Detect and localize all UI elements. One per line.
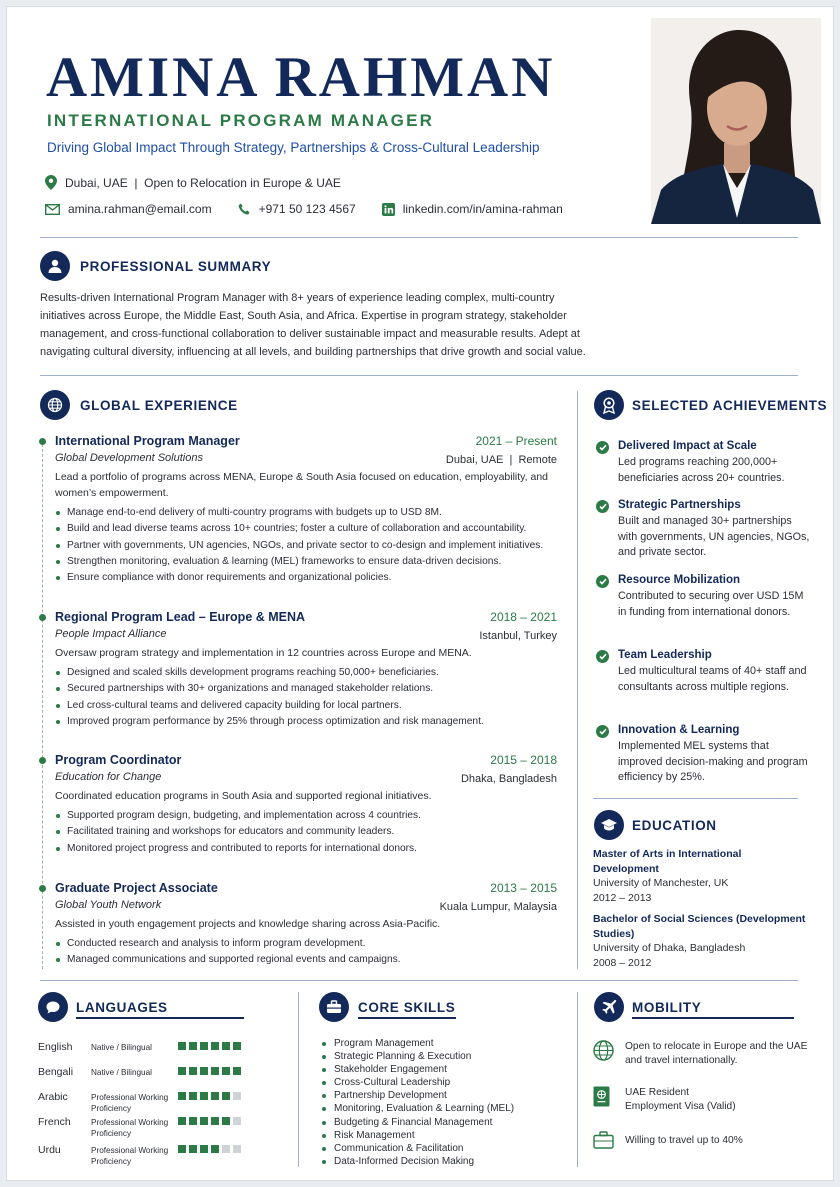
skill-item: Stakeholder Engagement [320, 1063, 514, 1076]
job-bullet: Ensure compliance with donor requirements and organizational policies. [55, 570, 557, 586]
language-name: English [38, 1041, 73, 1053]
summary-heading: PROFESSIONAL SUMMARY [80, 259, 272, 274]
mobility-text: UAE Resident Employment Visa (Valid) [625, 1087, 736, 1112]
proficiency-square [178, 1117, 186, 1125]
language-name: Urdu [38, 1144, 61, 1156]
achievements-heading: SELECTED ACHIEVEMENTS [632, 398, 828, 413]
proficiency-square [200, 1067, 208, 1075]
proficiency-square [233, 1042, 241, 1050]
job-bullets [55, 665, 557, 730]
summary-divider [40, 375, 798, 376]
mobility-item [593, 1086, 813, 1114]
passport-icon [593, 1086, 610, 1107]
job-role: International Program Manager [55, 434, 240, 448]
globe-icon [40, 390, 70, 420]
skill-item: Risk Management [320, 1129, 514, 1142]
achievement-item [596, 649, 811, 695]
language-level: Native / Bilingual [91, 1068, 152, 1077]
job-role: Program Coordinator [55, 753, 182, 767]
job-dates: 2021 – Present [475, 434, 557, 448]
experience-entry [55, 753, 557, 857]
proficiency-square [178, 1042, 186, 1050]
proficiency-square [211, 1092, 219, 1100]
skill-item: Strategic Planning & Execution [320, 1050, 514, 1063]
job-bullet: Supported program design, budgeting, and implementation across 4 countries. [55, 808, 557, 824]
proficiency-square [189, 1145, 197, 1153]
language-row [38, 1066, 288, 1092]
achievement-text: Contributed to securing over USD 15M in funding from international donors. [618, 590, 804, 618]
job-bullet: Improved program performance by 25% through process optimization and risk management. [55, 714, 557, 730]
languages-underline [76, 1017, 244, 1019]
job-bullets [55, 936, 557, 969]
experience-entry [55, 610, 557, 730]
email-link[interactable]: amina.rahman@email.com [68, 202, 212, 216]
bottom-divider-left [298, 992, 299, 1167]
education-heading: EDUCATION [632, 818, 717, 833]
airplane-icon [594, 992, 624, 1022]
proficiency-square [233, 1067, 241, 1075]
achievements-divider [593, 798, 798, 799]
candidate-name: AMINA RAHMAN [46, 46, 556, 109]
profile-photo [651, 18, 821, 224]
language-level: Native / Bilingual [91, 1043, 152, 1052]
language-row [38, 1091, 288, 1117]
proficiency-square [189, 1092, 197, 1100]
mobility-text: Willing to travel up to 40% [625, 1135, 743, 1146]
briefcase-icon [593, 1131, 614, 1149]
achievement-item [596, 499, 811, 561]
job-description: Coordinated education programs in South Asia and supported regional initiatives. [55, 790, 432, 802]
job-bullet: Conducted research and analysis to inform program development. [55, 936, 557, 952]
job-dates: 2018 – 2021 [490, 610, 557, 624]
experience-entry [55, 881, 557, 969]
proficiency-square [233, 1092, 241, 1100]
language-row [38, 1116, 288, 1142]
proficiency-square [211, 1145, 219, 1153]
proficiency-square [222, 1117, 230, 1125]
job-organization: Education for Change [55, 771, 162, 783]
proficiency-bar [178, 1042, 241, 1050]
email-icon [45, 204, 60, 215]
job-organization: Global Development Solutions [55, 452, 203, 464]
location-text: Dubai, UAE | Open to Relocation in Europe & UAE [65, 175, 341, 190]
job-location: Dubai, UAE | Remote [445, 454, 557, 466]
achievement-text: Implemented MEL systems that improved decision-making and program efficiency by 25%. [618, 740, 808, 783]
skill-item: Monitoring, Evaluation & Learning (MEL) [320, 1102, 514, 1115]
award-icon [594, 390, 624, 420]
proficiency-square [189, 1117, 197, 1125]
check-icon [596, 575, 609, 588]
proficiency-square [222, 1042, 230, 1050]
proficiency-bar [178, 1145, 241, 1153]
language-name: Arabic [38, 1091, 68, 1103]
job-bullet: Strengthen monitoring, evaluation & learning (MEL) frameworks to ensure data-driven decisions. [55, 554, 557, 570]
chat-bubble-icon [38, 992, 68, 1022]
proficiency-square [222, 1145, 230, 1153]
skills-underline [358, 1017, 456, 1019]
achievement-item [596, 574, 811, 620]
job-organization: Global Youth Network [55, 899, 162, 911]
skill-item: Cross-Cultural Leadership [320, 1076, 514, 1089]
experience-entry [55, 434, 557, 586]
proficiency-square [211, 1117, 219, 1125]
proficiency-square [233, 1145, 241, 1153]
language-level: Professional Working Proficiency [91, 1093, 169, 1113]
experience-heading: GLOBAL EXPERIENCE [80, 398, 238, 413]
proficiency-bar [178, 1067, 241, 1075]
location-row [45, 175, 363, 190]
languages-heading: LANGUAGES [76, 1000, 168, 1015]
job-role: Regional Program Lead – Europe & MENA [55, 610, 306, 624]
degree: Master of Arts in International Development [593, 848, 742, 875]
job-location: Kuala Lumpur, Malaysia [439, 901, 557, 913]
tagline: Driving Global Impact Through Strategy, Partnerships & Cross-Cultural Leadership [47, 140, 540, 155]
timeline-dot [39, 885, 46, 892]
job-bullet: Led cross-cultural teams and delivered capacity building for local partners. [55, 698, 557, 714]
mobility-item [593, 1131, 813, 1148]
proficiency-bar [178, 1117, 241, 1125]
proficiency-square [189, 1042, 197, 1050]
job-bullet: Partner with governments, UN agencies, NGOs, and private sector to co-design and implement initiatives. [55, 538, 557, 554]
job-organization: People Impact Alliance [55, 628, 167, 640]
resume-page [6, 6, 834, 1181]
language-level: Professional Working Proficiency [91, 1146, 169, 1166]
phone-icon [238, 203, 251, 216]
job-bullets [55, 808, 557, 857]
proficiency-square [178, 1145, 186, 1153]
education-years: 2008 – 2012 [593, 956, 652, 969]
proficiency-square [211, 1067, 219, 1075]
skill-item: Program Management [320, 1037, 514, 1050]
graduation-cap-icon [594, 810, 624, 840]
education-years: 2012 – 2013 [593, 891, 652, 904]
language-row [38, 1144, 288, 1170]
achievement-title: Delivered Impact at Scale [618, 440, 757, 452]
location-pin-icon [45, 175, 57, 190]
toolbox-icon [319, 992, 349, 1022]
education-item [593, 847, 808, 905]
proficiency-square [200, 1042, 208, 1050]
achievement-text: Led multicultural teams of 40+ staff and consultants across multiple regions. [618, 665, 807, 693]
job-bullet: Facilitated training and workshops for educators and community leaders. [55, 824, 557, 840]
job-description: Lead a portfolio of programs across MENA, Europe & South Asia focused on education, employability, and women’s empowerment. [55, 471, 549, 499]
proficiency-square [189, 1067, 197, 1075]
language-row [38, 1041, 288, 1067]
proficiency-square [178, 1092, 186, 1100]
contact-row [45, 202, 585, 216]
language-name: Bengali [38, 1066, 74, 1078]
skill-item: Communication & Facilitation [320, 1142, 514, 1155]
timeline-dot [39, 614, 46, 621]
mobility-item [593, 1040, 813, 1068]
proficiency-square [211, 1042, 219, 1050]
proficiency-bar [178, 1092, 241, 1100]
job-bullet: Build and lead diverse teams across 10+ countries; foster a culture of collaboration and accountability. [55, 521, 557, 537]
job-location: Istanbul, Turkey [479, 630, 557, 642]
proficiency-square [222, 1092, 230, 1100]
proficiency-square [200, 1092, 208, 1100]
header-divider [40, 237, 798, 238]
achievement-title: Team Leadership [618, 649, 712, 661]
job-title: INTERNATIONAL PROGRAM MANAGER [47, 111, 435, 130]
job-bullet: Secured partnerships with 30+ organizations and managed stakeholder relations. [55, 681, 557, 697]
school: University of Manchester, UK [593, 877, 729, 889]
achievement-text: Led programs reaching 200,000+ beneficiaries across 20+ countries. [618, 456, 785, 484]
job-role: Graduate Project Associate [55, 881, 218, 895]
bottom-divider [40, 980, 798, 981]
job-bullet: Monitored project progress and contributed to reports for international donors. [55, 841, 557, 857]
skills-list [320, 1037, 514, 1168]
proficiency-square [222, 1067, 230, 1075]
proficiency-square [178, 1067, 186, 1075]
check-icon [596, 441, 609, 454]
achievement-item [596, 724, 811, 786]
school: University of Dhaka, Bangladesh [593, 942, 746, 954]
globe-icon [593, 1040, 614, 1061]
language-name: French [38, 1116, 71, 1128]
timeline-dot [39, 438, 46, 445]
job-description: Assisted in youth engagement projects and knowledge sharing across Asia-Pacific. [55, 918, 441, 930]
check-icon [596, 725, 609, 738]
check-icon [596, 650, 609, 663]
phone-number[interactable]: +971 50 123 4567 [258, 202, 356, 216]
proficiency-square [200, 1117, 208, 1125]
job-bullet: Managed communications and supported regional events and campaigns. [55, 952, 557, 968]
column-divider [577, 391, 578, 969]
skills-heading: CORE SKILLS [358, 1000, 456, 1015]
mobility-text: Open to relocate in Europe and the UAE and travel internationally. [625, 1041, 808, 1066]
achievement-title: Resource Mobilization [618, 574, 741, 586]
linkedin-icon [382, 203, 395, 216]
person-icon [40, 251, 70, 281]
timeline-dot [39, 757, 46, 764]
job-dates: 2015 – 2018 [490, 753, 557, 767]
job-bullet: Designed and scaled skills development programs reaching 50,000+ beneficiaries. [55, 665, 557, 681]
skill-item: Budgeting & Financial Management [320, 1116, 514, 1129]
job-dates: 2013 – 2015 [490, 881, 557, 895]
proficiency-square [200, 1145, 208, 1153]
job-description: Oversaw program strategy and implementation in 12 countries across Europe and MENA. [55, 647, 472, 659]
linkedin-link[interactable]: linkedin.com/in/amina-rahman [402, 202, 563, 216]
check-icon [596, 500, 609, 513]
job-location: Dhaka, Bangladesh [460, 773, 557, 785]
proficiency-square [233, 1117, 241, 1125]
job-bullets [55, 505, 557, 586]
job-bullet: Manage end-to-end delivery of multi-country programs with budgets up to USD 8M. [55, 505, 557, 521]
degree: Bachelor of Social Sciences (Development Studies) [593, 913, 806, 940]
skill-item: Data-Informed Decision Making [320, 1155, 514, 1168]
achievement-title: Strategic Partnerships [618, 499, 741, 511]
education-item [593, 912, 808, 970]
achievement-title: Innovation & Learning [618, 724, 740, 736]
summary-text: Results-driven International Program Manager with 8+ years of experience leading complex, multi-country initiatives across Europe, the Middle East, South Asia, and Africa. Expertise in program strategy, stakeholder management, and cross-functional collaboration to deliver sustainable impact and measurable results. Adept at navigating cultural diversity, influencing at all levels, and building partnerships that drive growth and social value. [40, 292, 586, 358]
achievement-item [596, 440, 811, 486]
language-level: Professional Working Proficiency [91, 1118, 169, 1138]
mobility-heading: MOBILITY [632, 1000, 702, 1015]
bottom-divider-right [577, 992, 578, 1167]
achievement-text: Built and managed 30+ partnerships with governments, UN agencies, NGOs, and private sector. [618, 515, 810, 558]
mobility-underline [632, 1017, 794, 1019]
skill-item: Partnership Development [320, 1089, 514, 1102]
